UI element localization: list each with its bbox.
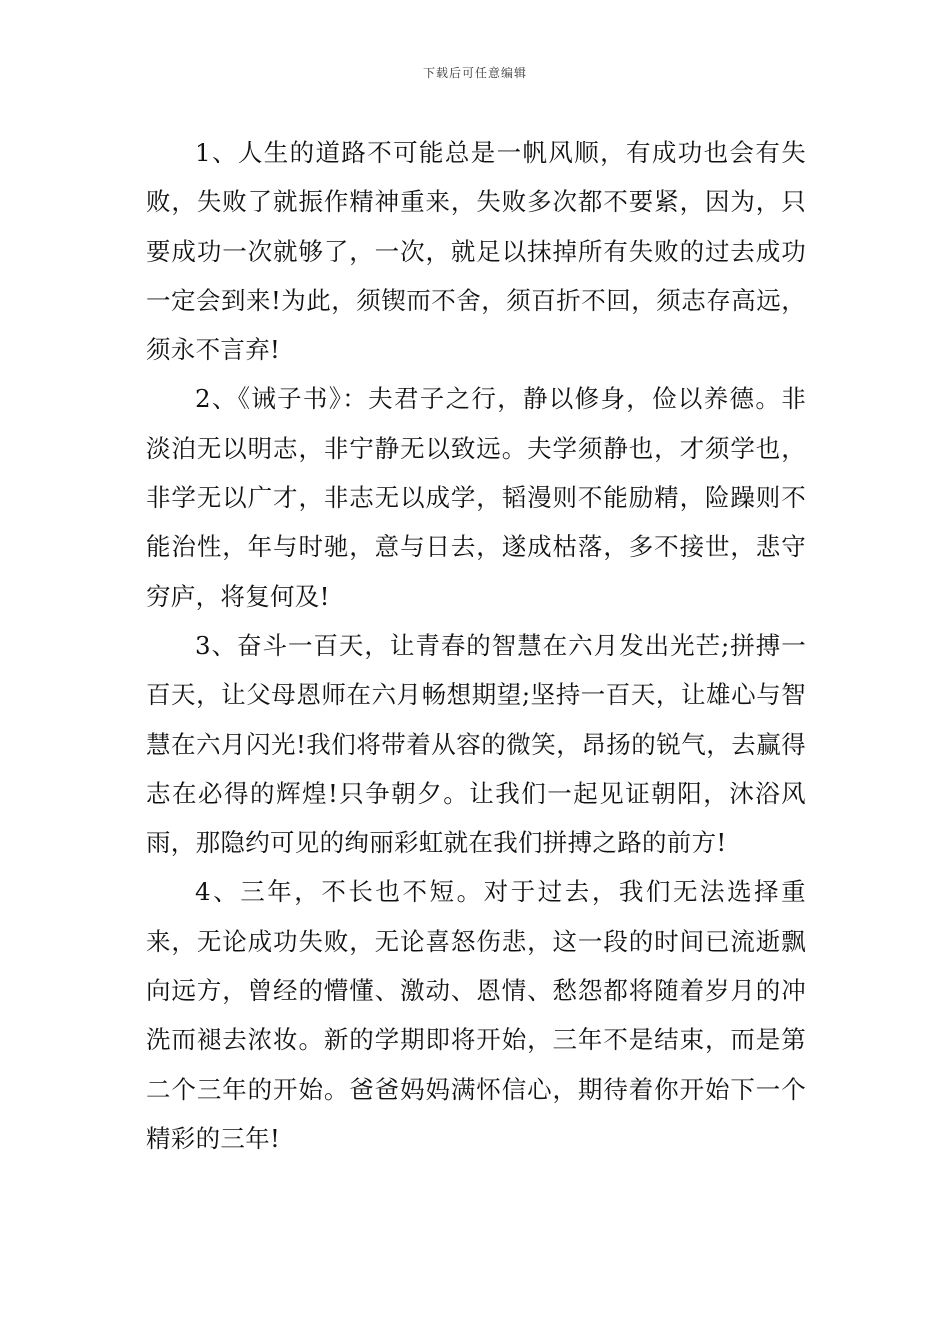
paragraph-3: 3、奋斗一百天，让青春的智慧在六月发出光芒;拼搏一百天，让父母恩师在六月畅想期望;坚持一百天，让雄心与智慧在六月闪光!我们将带着从容的微笑，昂扬的锐气，去赢得志在必得的辉煌!只争朝夕。让我们一起见证朝阳，沐浴风雨，那隐约可见的绚丽彩虹就在我们拼搏之路的前方! xyxy=(146,630,806,858)
paragraph-2: 2、《诫子书》：夫君子之行，静以修身，俭以养德。非淡泊无以明志，非宁静无以致远。夫学须静也，才须学也，非学无以广才，非志无以成学，韬漫则不能励精，险躁则不能治性，年与时驰，意与日去，遂成枯落，多不接世，悲守穷庐，将复何及! xyxy=(146,384,806,611)
paragraph-4: 4、三年，不长也不短。对于过去，我们无法选择重来，无论成功失败，无论喜怒伤悲，这一段的时间已流逝飘向远方，曾经的懵懂、激动、恩情、愁怨都将随着岁月的冲洗而褪去浓妆。新的学期即将开始，三年不是结束，而是第二个三年的开始。爸爸妈妈满怀信心，期待着你开始下一个精彩的三年! xyxy=(146,877,806,1153)
paragraph-1: 1、人生的道路不可能总是一帆风顺，有成功也会有失败，失败了就振作精神重来，失败多次都不要紧，因为，只要成功一次就够了，一次，就足以抹掉所有失败的过去成功一定会到来!为此，须锲而不舍，须百折不回，须志存高远，须永不言弃! xyxy=(146,138,806,365)
document-body xyxy=(146,128,806,1163)
page-header: 下载后可任意编辑 xyxy=(422,66,527,80)
